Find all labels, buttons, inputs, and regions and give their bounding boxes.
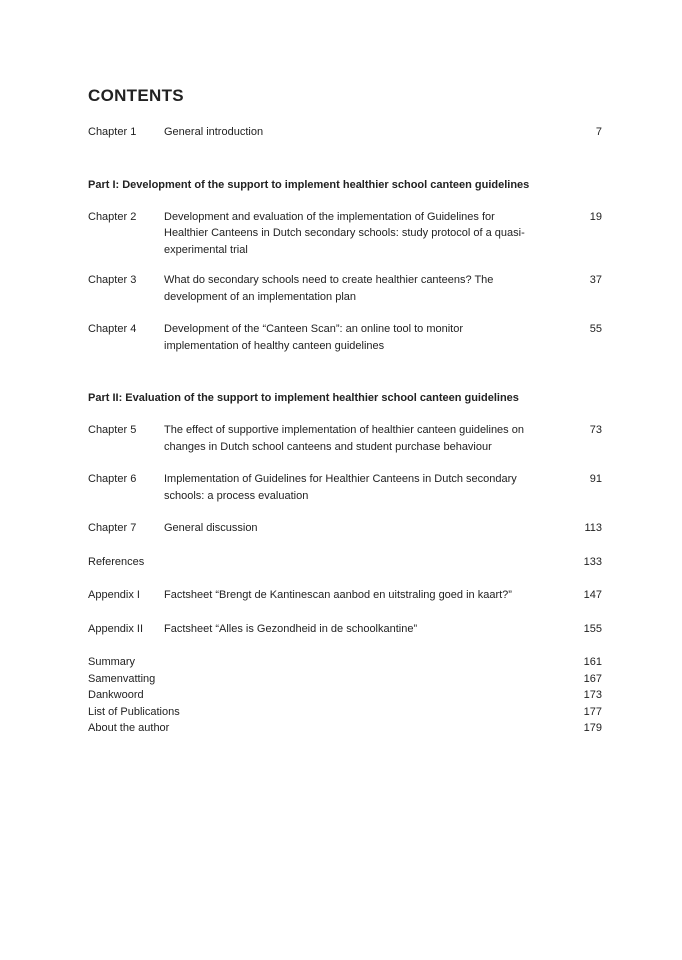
page-number: 167 [583, 672, 602, 685]
chapter-label: Chapter 4 [88, 323, 137, 335]
chapter-title: Implementation of Guidelines for Healthier Canteens in Dutch secondary schools: a process evaluation [164, 473, 517, 502]
toc-entry-samenvatting [88, 671, 602, 688]
chapter-label: Chapter 7 [88, 522, 137, 534]
chapter-label: Chapter 2 [88, 210, 137, 223]
entry-label: Dankwoord [88, 689, 144, 701]
page-number: 179 [583, 722, 602, 734]
toc-entry-appendix-1 [88, 587, 602, 604]
page-number: 91 [589, 473, 602, 485]
chapter-label: Chapter 3 [88, 274, 137, 286]
page-number: 37 [589, 274, 602, 286]
page-number: 19 [589, 210, 602, 223]
toc-entry-chapter-1 [88, 124, 602, 141]
back-matter-list [88, 654, 602, 737]
appendix-title: Factsheet “Alles is Gezondheid in de schoolkantine” [164, 622, 418, 635]
chapter-title: General introduction [164, 126, 264, 138]
entry-label: About the author [88, 722, 170, 734]
appendix-label: Appendix I [88, 589, 140, 601]
toc-entry-chapter-6 [88, 471, 602, 504]
chapter-title: Development of the “Canteen Scan”: an online tool to monitor implementation of healthy canteen guidelines [164, 323, 464, 352]
toc-entry-summary [88, 654, 602, 671]
page-number: 7 [595, 126, 602, 138]
part-heading-1: Part I: Development of the support to implement healthier school canteen guidelines [88, 178, 530, 191]
toc-entry-publications [88, 704, 602, 721]
page-number: 147 [583, 589, 602, 601]
chapter-title: General discussion [164, 522, 258, 534]
toc-entry-chapter-2 [88, 209, 602, 259]
page-number: 133 [583, 555, 602, 568]
page-number: 73 [589, 424, 602, 436]
chapter-label: Chapter 5 [88, 424, 137, 436]
page-number: 173 [583, 689, 602, 701]
toc-entry-appendix-2 [88, 621, 602, 638]
chapter-label: Chapter 6 [88, 473, 137, 485]
page-title: CONTENTS [88, 86, 184, 105]
toc-entry-references [88, 554, 602, 571]
chapter-title: Development and evaluation of the implementation of Guidelines for Healthier Canteens in Dutch secondary schools: study protocol of a quasi-experimental trial [164, 210, 525, 256]
entry-label: List of Publications [88, 705, 180, 718]
toc-entry-about-author [88, 720, 602, 737]
toc-entry-chapter-3 [88, 272, 602, 305]
chapter-label: Chapter 1 [88, 126, 137, 138]
toc-entry-chapter-7 [88, 520, 602, 537]
entry-label: Summary [88, 656, 136, 668]
appendix-label: Appendix II [88, 622, 144, 635]
chapter-title: What do secondary schools need to create healthier canteens? The development of an implementation plan [164, 274, 494, 303]
entry-label: References [88, 555, 145, 568]
chapter-title: The effect of supportive implementation of healthier canteen guidelines on changes in Dutch school canteens and student purchase behaviour [164, 424, 524, 453]
page-number: 55 [589, 323, 602, 335]
toc-entry-dankwoord [88, 687, 602, 704]
table-of-contents [88, 86, 602, 737]
part-heading-2: Part II: Evaluation of the support to implement healthier school canteen guidelines [88, 392, 519, 404]
page-number: 113 [584, 522, 602, 534]
entry-label: Samenvatting [88, 672, 156, 685]
appendix-title: Factsheet “Brengt de Kantinescan aanbod en uitstraling goed in kaart?” [164, 589, 512, 601]
toc-entry-chapter-4 [88, 321, 602, 354]
toc-entry-chapter-5 [88, 422, 602, 455]
page-number: 177 [583, 705, 602, 718]
page-number: 161 [583, 656, 602, 668]
page-number: 155 [583, 622, 602, 635]
